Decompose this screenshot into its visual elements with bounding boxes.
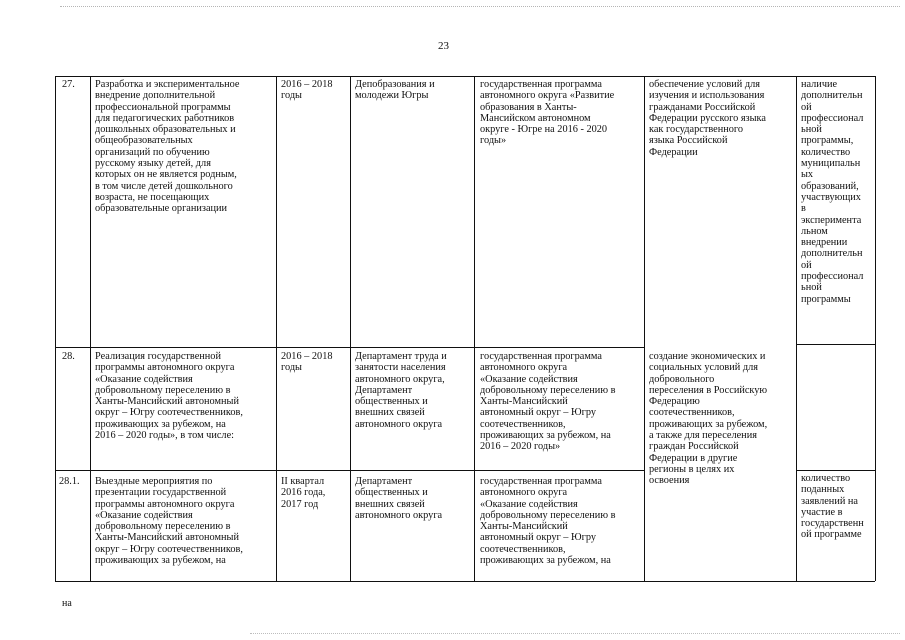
footnote-text: на [62,598,72,609]
page-number: 23 [438,40,449,52]
goal-cell: обеспечение условий для изучения и использования гражданами Российской Федерации русского языка как государственного языка Российской Федерации [649,79,766,158]
program-cell: государственная программа автономного округа «Оказание содействия добровольному переселению в Ханты-Мансийский автономный округ – Югру соотечественников, проживающих за рубежом, на 2016 – 2020 годы» [480,351,616,453]
col-border [796,76,797,581]
program-cell: государственная программа автономного округа «Оказание содействия добровольному переселению в Ханты-Мансийский автономный округ – Югру соотечественников, проживающих за рубежом, на [480,476,616,567]
activity-cell: Разработка и экспериментальное внедрение дополнительной профессиональной программы для педагогических работников дошкольных образовательных и общеобразовательных организаций по обучению русскому языку детей, для которых он не является родным, в том числе детей дошкольного возраста, не посещающих образовательные организации [95,79,240,215]
activity-cell: Выездные мероприятия по презентации государственной программы автономного округа «Оказание содействия добровольному переселению в Ханты-Мансийский автономный округ – Югру соотечественников, проживающих за рубежом, на [95,476,243,567]
scan-top-edge [60,6,900,7]
indicator-cell: наличие дополнительн ой профессионал ьной программы, количество муниципальн ых образований, участвующих в эксперимента льном внедрении дополнительн ой профессионал ьной программы [801,79,864,305]
period-cell: II квартал 2016 года, 2017 год [281,476,326,510]
executor-cell: Депобразования и молодежи Югры [355,79,435,102]
row-number: 27. [62,79,75,90]
table-top-border [55,76,875,77]
executor-cell: Департамент общественных и внешних связей автономного округа [355,476,443,521]
row-number: 28.1. [59,476,80,487]
row-divider [796,344,875,345]
goal-cell: создание экономических и социальных условий для добровольного переселения в Российскую Федерацию соотечественников, проживающих за рубежом, а также для переселения граждан Российской Федерации в другие регионы в целях их освоения [649,351,768,487]
indicator-cell: количество поданных заявлений на участие в государственн ой программе [801,473,864,541]
row-divider [796,470,875,471]
activity-cell: Реализация государственной программы автономного округа «Оказание содействия добровольному переселению в Ханты-Мансийский автономный округ – Югру соотечественников, проживающих за рубежом, на 2016 – 2020 годы», в том числе: [95,351,243,442]
scan-bottom-edge [250,633,900,634]
col-border [644,76,645,581]
executor-cell: Департамент труда и занятости населения автономного округа, Департамент общественных и внешних связей автономного округа [355,351,447,430]
col-border [474,76,475,581]
col-border [55,76,56,581]
col-border [875,76,876,581]
row-number: 28. [62,351,75,362]
table-bottom-border [55,581,875,582]
period-cell: 2016 – 2018 годы [281,79,333,102]
program-cell: государственная программа автономного округа «Развитие образования в Ханты- Мансийском автономном округе - Югре на 2016 - 2020 годы» [480,79,615,147]
col-border [276,76,277,581]
col-border [350,76,351,581]
period-cell: 2016 – 2018 годы [281,351,333,374]
col-border [90,76,91,581]
